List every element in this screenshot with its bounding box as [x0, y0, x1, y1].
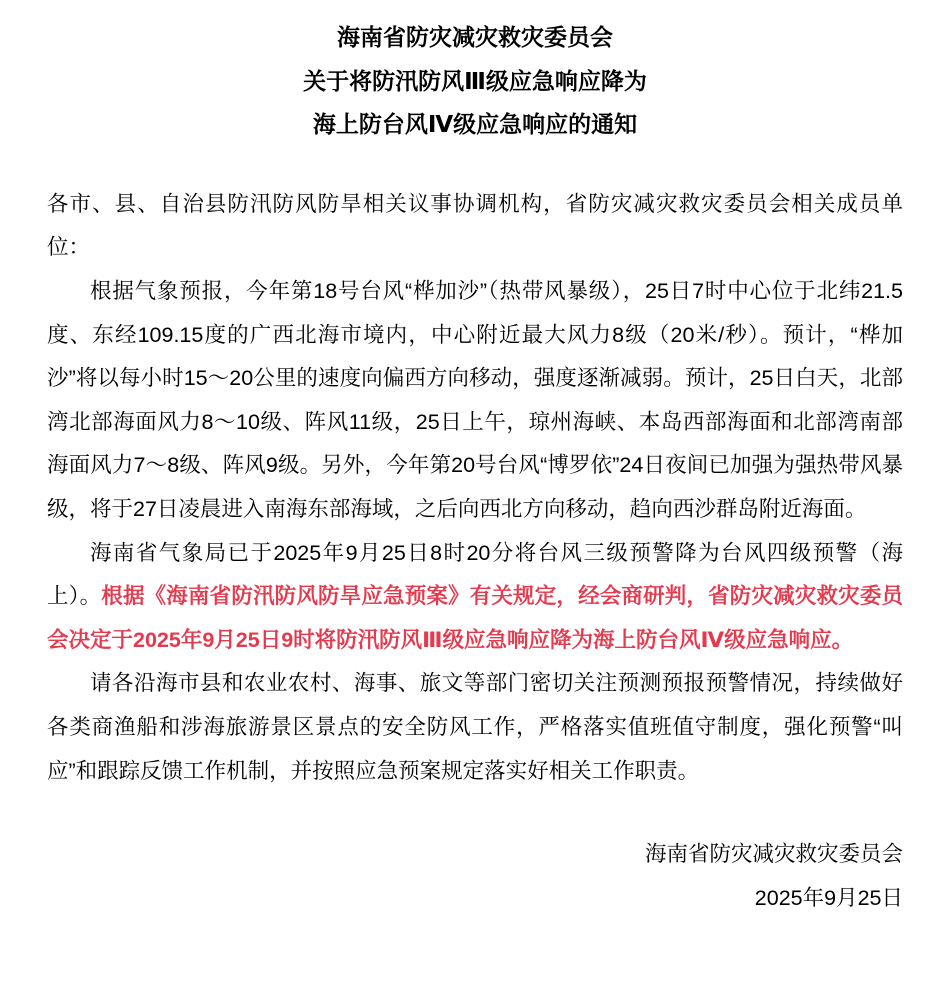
title-line-1: 海南省防灾减灾救灾委员会 [337, 24, 613, 50]
salutation-paragraph: 各市、县、自治县防汛防风防旱相关议事协调机构，省防灾减灾救灾委员会相关成员单位： [47, 191, 903, 260]
signature-issuer: 海南省防灾减灾救灾委员会 [644, 842, 903, 867]
decision-paragraph [47, 532, 903, 663]
decision-text-red-highlight: 根据《海南省防汛防风防旱应急预案》有关规定，经会商研判，省防灾减灾救灾委员会决定于2025年9月25日9时将防汛防风Ⅲ级应急响应降为海上防台风Ⅳ级应急响应。 [47, 584, 903, 652]
signature-block [47, 833, 903, 920]
requirements-paragraph: 请各沿海市县和农业农村、海事、旅文等部门密切关注预测预报预警情况，持续做好各类商渔船和涉海旅游景区景点的安全防风工作，严格落实值班值守制度，强化预警“叫应”和跟踪反馈工作机制，并按照应急预案规定落实好相关工作职责。 [47, 671, 903, 783]
title-line-3: 海上防台风Ⅳ级应急响应的通知 [312, 111, 638, 138]
forecast-paragraph: 根据气象预报，今年第18号台风“桦加沙”（热带风暴级），25日7时中心位于北纬21.5度、东经109.15度的广西北海市境内，中心附近最大风力8级（20米/秒）。预计，“桦加沙”将以每小时15～20公里的速度向偏西方向移动，强度逐渐减弱。预计，25日白天，北部湾北部海面风力8～10级、阵风11级，25日上午，琼州海峡、本岛西部海面和北部湾南部海面风力7～8级、阵风9级。另外，今年第20号台风“博罗依”24日夜间已加强为强热带风暴级，将于27日凌晨进入南海东部海域，之后向西北方向移动，趋向西沙群岛附近海面。 [47, 278, 903, 521]
document-body [47, 183, 903, 793]
decision-text-black: 海南省气象局已于2025年9月25日8时20分将台风三级预警降为台风四级预警（海上）。 [47, 540, 903, 609]
signature-date: 2025年9月25日 [754, 885, 903, 910]
title-line-2: 关于将防汛防风Ⅲ级应急响应降为 [303, 67, 647, 94]
title-body-spacer [47, 147, 903, 183]
document-title [47, 16, 903, 147]
